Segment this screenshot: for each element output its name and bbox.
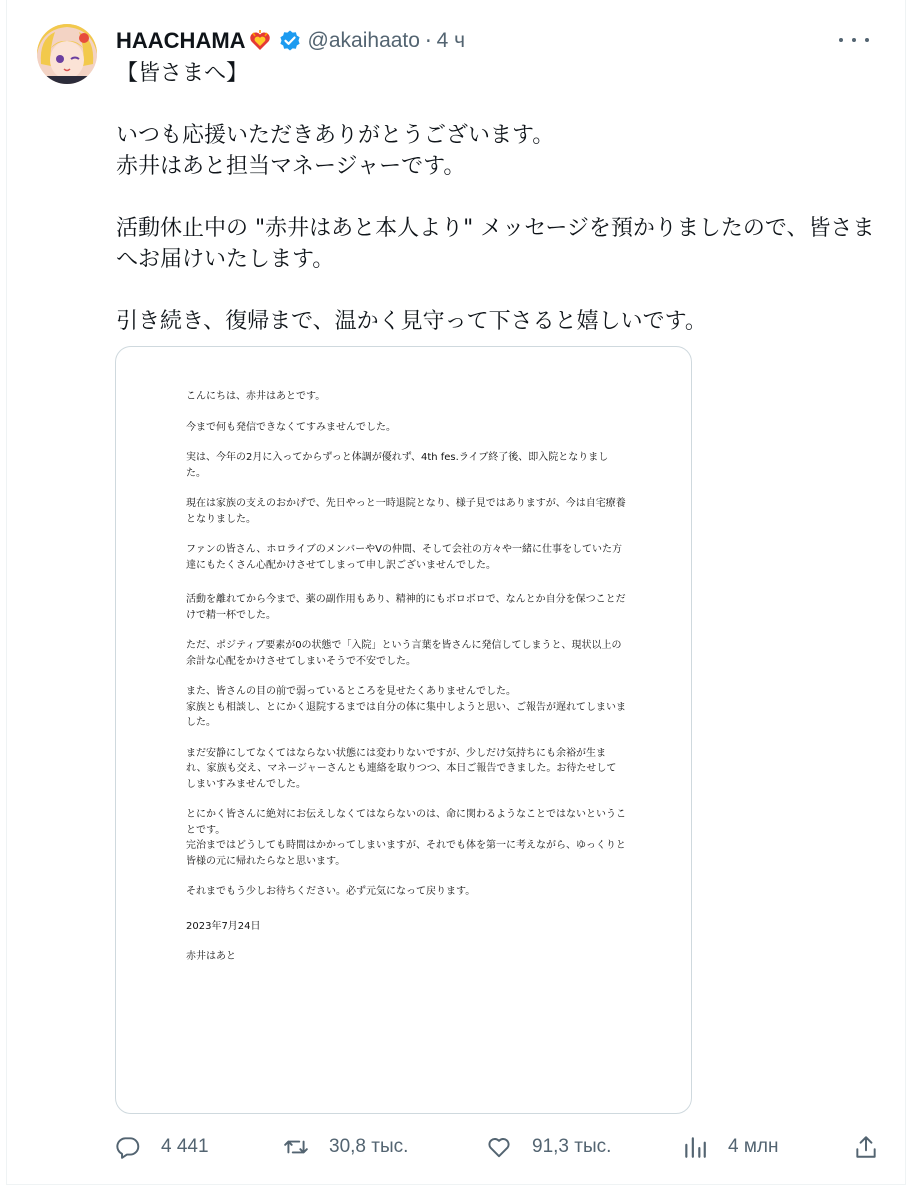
heart-badge-icon <box>248 29 272 53</box>
header-separator: · <box>424 29 432 53</box>
tweet-text <box>116 58 896 337</box>
tweet-text-line: 引き続き、復帰まで、温かく見守って下さると嬉しいです。 <box>116 309 707 334</box>
share-button[interactable] <box>853 1128 879 1166</box>
letter-paragraph: ファンの皆さん、ホロライブのメンバーやVの仲間、そして会社の方々や一緒に仕事をしていた方達にもたくさん心配かけさせてしまって申し訳ございませんでした。 <box>186 544 622 571</box>
retweet-icon <box>283 1134 309 1160</box>
verified-icon[interactable] <box>278 29 302 53</box>
letter-paragraph: ただ、ポジティブ要素が0の状態で「入院」という言葉を皆さんに発信してしまうと、現状以上の余計な心配をかけさせてしまいそうで不安でした。 <box>186 640 622 667</box>
letter-paragraph: 活動を離れてから今まで、薬の副作用もあり、精神的にもボロボロで、なんとか自分を保つことだけで精一杯でした。 <box>186 594 626 621</box>
reply-button[interactable] <box>115 1128 209 1166</box>
action-bar <box>115 1128 885 1166</box>
views-button[interactable] <box>682 1128 779 1166</box>
letter-paragraph: 現在は家族の支えのおかげで、先日やっと一時退院となり、様子見ではありますが、今は自宅療養となりました。 <box>186 498 626 525</box>
tweet-text-line: いつも応援いただきありがとうございます。 <box>116 123 555 148</box>
letter-paragraph: それまでもう少しお待ちください。必ず元気になって戻ります。 <box>186 886 476 897</box>
like-icon <box>486 1134 512 1160</box>
reply-count: 4 441 <box>161 1136 209 1157</box>
letter-paragraph: とにかく皆さんに絶対にお伝えしなくてはならないのは、命に関わるようなことではないということです。 完治まではどうしても時間はかかってしまいますが、それでも体を第一に考えながら、ゆっくりと皆様の元に帰れたらなと思います。 <box>186 809 626 867</box>
letter-date: 2023年7月24日 <box>186 920 261 932</box>
display-name[interactable]: HAACHAMA <box>116 28 246 53</box>
tweet-header <box>116 26 865 56</box>
tweet-text-line: 赤井はあと担当マネージャーです。 <box>116 154 466 179</box>
tweet-text-line: 【皆さまへ】 <box>116 61 249 86</box>
retweet-button[interactable] <box>283 1128 408 1166</box>
views-icon <box>682 1134 708 1160</box>
letter-text <box>186 389 626 980</box>
letter-paragraph: 今まで何も発信できなくてすみませんでした。 <box>186 421 396 433</box>
share-icon <box>853 1134 879 1160</box>
letter-paragraph: 実は、今年の2月に入ってからずっと体調が優れず、4th fes.ライブ終了後、即入院となりました。 <box>186 452 609 479</box>
tweet-container <box>6 0 906 1185</box>
reply-icon <box>115 1134 141 1160</box>
tweet-time[interactable]: 4 ч <box>436 29 466 52</box>
letter-paragraph: こんにちは、赤井はあとです。 <box>186 391 326 402</box>
letter-paragraph: まだ安静にしてなくてはならない状態には変わりないですが、少しだけ気持ちにも余裕が生まれ、家族も交え、マネージャーさんとも連絡を取りつつ、本日ご報告できました。お待たせしてしまいすみませんでした。 <box>186 747 617 790</box>
letter-paragraph: また、皆さんの目の前で弱っているところを見せたくありませんでした。 家族とも相談し、とにかく退院するまでは自分の体に集中しようと思い、ご報告が遅れてしまいました。 <box>186 686 626 728</box>
like-count: 91,3 тыс. <box>532 1136 612 1157</box>
view-count: 4 млн <box>728 1136 779 1157</box>
tweet-text-line: 活動休止中の "赤井はあと本人より" メッセージを預かりましたので、皆さま <box>116 216 875 241</box>
like-button[interactable] <box>486 1128 611 1166</box>
tweet-text-line: へお届けいたします。 <box>116 247 335 272</box>
letter-signature: 赤井はあと <box>186 951 236 962</box>
avatar[interactable] <box>37 24 97 84</box>
retweet-count: 30,8 тыс. <box>329 1136 409 1157</box>
user-handle[interactable]: @akaihaato <box>307 29 420 52</box>
attached-image[interactable] <box>115 346 692 1114</box>
more-icon[interactable] <box>839 28 869 52</box>
